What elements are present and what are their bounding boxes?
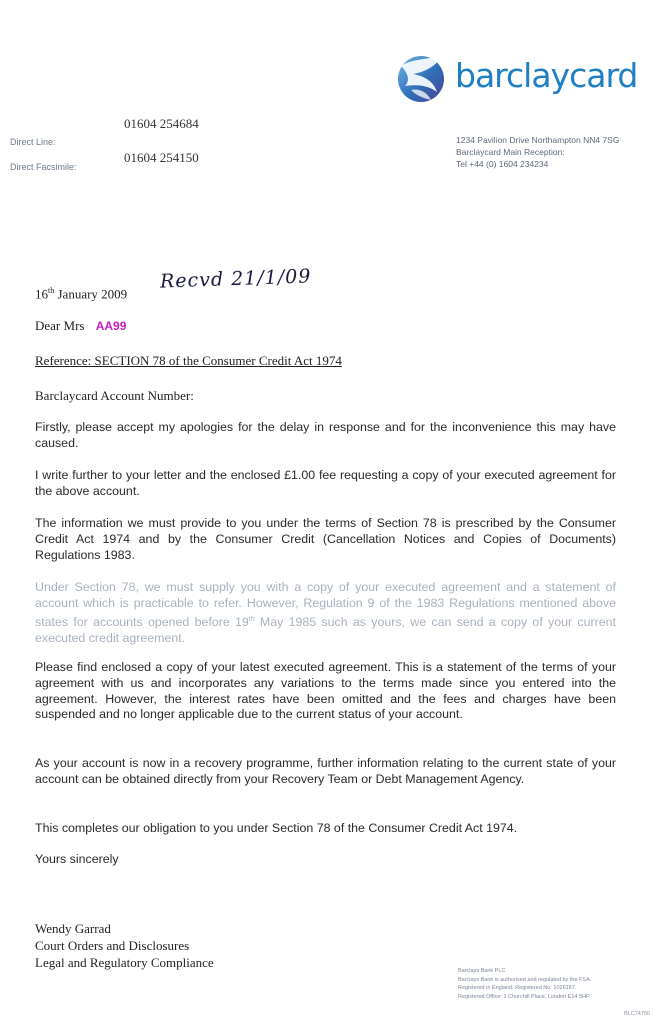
footer-line-3: Registered in England. Registered No: 1026167. [458, 985, 577, 992]
paragraph-enclosed-agreement: Please find enclosed a copy of your latest executed agreement. This is a statement of the terms of your agreement with us and incorporates any variations to the terms made since you entered into the agreement. However, the interest rates have been omitted and the fees and charges have been suspended and no longer applicable due to the current status of your account. [35, 660, 616, 722]
paragraph-request: I write further to your letter and the enclosed £1.00 fee requesting a copy of your executed agreement for the above account. [35, 468, 616, 498]
direct-fax-number: 01604 254150 [124, 150, 199, 165]
recipient-code: AA99 [95, 319, 127, 333]
footer-line-2: Barclays Bank is authorised and regulated by the FSA. [458, 976, 592, 983]
signer-name: Wendy Garrad [35, 921, 111, 936]
signer-title: Legal and Regulatory Compliance [35, 955, 214, 970]
regulation-text-end: May 1985 such as yours, we can send a copy of your current executed credit agreement. [35, 614, 616, 645]
paragraph-regulation-9 [35, 580, 616, 646]
regulation-sup: th [248, 615, 255, 623]
paragraph-recovery: As your account is now in a recovery programme, further information relating to the current state of your account can be obtained directly from your Recovery Team or Debt Management Agency. [35, 756, 616, 786]
closing: Yours sincerely [35, 852, 119, 866]
reference-heading: Reference: SECTION 78 of the Consumer Credit Act 1974 [35, 353, 342, 368]
handwritten-received-note: Recvd 21/1/09 [159, 265, 312, 293]
date-suffix: th [48, 286, 55, 295]
salutation-text: Dear Mrs [35, 318, 85, 333]
brand-wordmark: barclaycard [455, 56, 638, 95]
direct-line-label: Direct Line: [10, 137, 56, 147]
footer-line-1: Barclays Bank PLC [458, 968, 506, 974]
address-line-3: Tel +44 (0) 1604 234234 [456, 159, 549, 169]
salutation [35, 318, 126, 334]
date-rest: January 2009 [54, 286, 128, 302]
letter-date [35, 286, 127, 302]
barclaycard-logo [393, 50, 643, 106]
account-number-label: Barclaycard Account Number: [35, 388, 194, 403]
eagle-icon [393, 50, 451, 106]
paragraph-completion: This completes our obligation to you under Section 78 of the Consumer Credit Act 1974. [35, 821, 518, 835]
direct-line-number: 01604 254684 [124, 116, 199, 131]
address-line-1: 1234 Pavilion Drive Northampton NN4 7SG [456, 135, 620, 145]
footer-line-4: Registered Office: 1 Churchill Place, London E14 5HP. [458, 993, 591, 1000]
paragraph-section-78: The information we must provide to you under the terms of Section 78 is prescribed by the Consumer Credit Act 1974 and by the Consumer Credit (Cancellation Notices and Copies of Documents) Regulations 1983. [35, 516, 616, 562]
signer-department: Court Orders and Disclosures [35, 938, 190, 953]
regulation-text-start: Under Section 78, we must supply you with a copy of your executed agreement and a statement of account which is practicable to refer. However, Regulation 9 of the 1983 Regulations mentioned above states for accounts opened before 19 [35, 580, 616, 629]
paragraph-apology: Firstly, please accept my apologies for the delay in response and for the inconvenience this may have caused. [35, 420, 616, 450]
address-line-2: Barclaycard Main Reception: [456, 147, 565, 157]
direct-fax-label: Direct Facsimile: [10, 162, 77, 172]
date-day: 16 [35, 286, 48, 302]
document-reference-code: BLC74750 [624, 1011, 650, 1017]
legal-footer [458, 967, 591, 1001]
